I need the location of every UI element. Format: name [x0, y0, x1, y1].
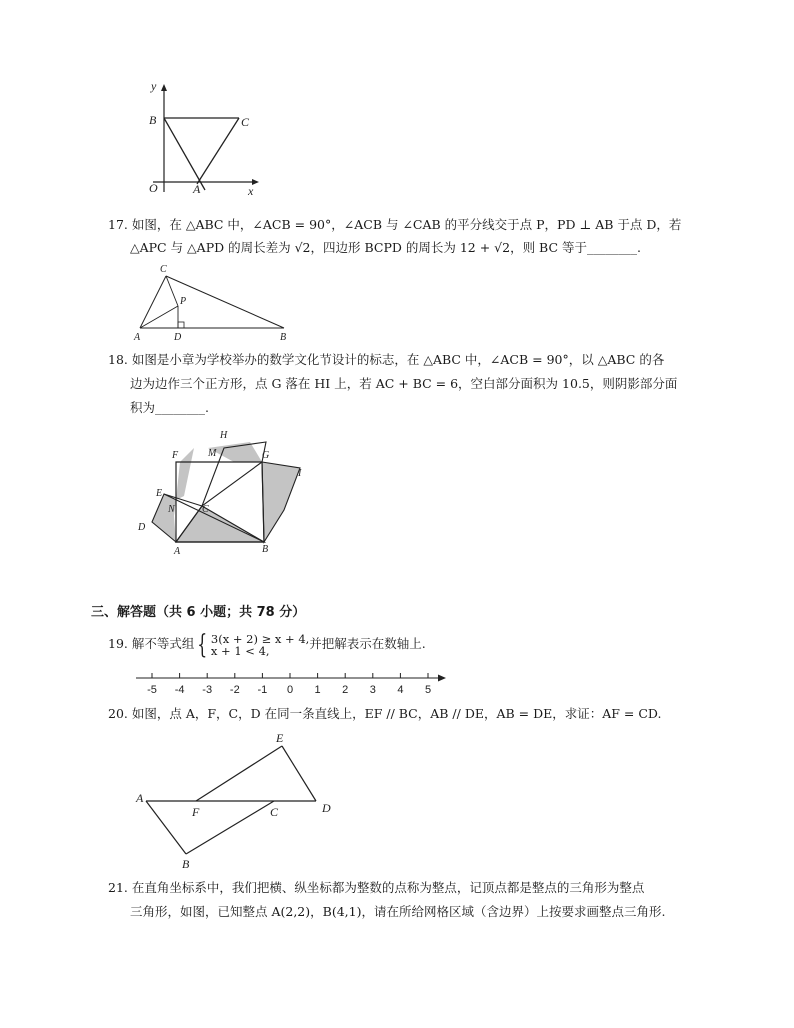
q18-label-h: H	[220, 430, 228, 441]
q19-ineq-2: x + 1 < 4,	[210, 643, 270, 658]
q19-tick-label: -4	[174, 684, 185, 696]
q21-text-line1: 21. 在直角坐标系中，我们把横、纵坐标都为整数的点称为整点，记顶点都是整点的三角形为整点	[108, 880, 645, 895]
q18-label-b: B	[262, 544, 269, 555]
q20-diagram	[130, 730, 350, 871]
q19-tick-label: 1	[314, 684, 321, 696]
q20-label-c: C	[270, 805, 279, 819]
q17-label-d: D	[174, 332, 182, 343]
q19-prefix: 19. 解不等式组	[108, 636, 195, 651]
q17-text-line1: 17. 如图，在 △ABC 中，∠ACB = 90°，∠ACB 与 ∠CAB 的平分线交于点 P，PD ⊥ AB 于点 D，若	[108, 217, 682, 232]
q19-tick-label: -2	[229, 684, 240, 696]
q20-label-d: D	[322, 801, 331, 815]
q19-brace: {	[197, 629, 208, 660]
q18-label-c: C	[202, 504, 209, 515]
q20-label-a: A	[136, 791, 144, 805]
q17-text-line2: △APC 与 △APD 的周长差为 √2，四边形 BCPD 的周长为 12 + √2，则 BC 等于________.	[130, 240, 641, 255]
q19-number-line	[134, 670, 454, 704]
q18-label-e: E	[156, 488, 163, 499]
q19-tick-label: 5	[424, 684, 432, 696]
q19-suffix: 并把解表示在数轴上.	[309, 636, 426, 651]
q19-ineq-1: 3(x + 2) ≥ x + 4,	[210, 631, 310, 646]
q20-text-line1: 20. 如图，点 A，F，C，D 在同一条直线上，EF // BC，AB // DE，AB = DE，求证：AF = CD.	[108, 706, 662, 721]
fig16-label-y: y	[151, 79, 157, 93]
fig16-label-a: A	[193, 182, 201, 196]
q18-label-f: F	[172, 450, 179, 461]
q20-label-f: F	[192, 805, 200, 819]
q19-system	[211, 633, 309, 657]
q20-label-b: B	[182, 857, 190, 871]
fig16-label-c: C	[241, 115, 250, 129]
fig16-label-x: x	[248, 184, 254, 198]
q18-text-line3: 积为________.	[130, 400, 209, 415]
fig16-label-b: B	[149, 113, 157, 127]
q18-text-line2: 边为边作三个正方形，点 G 落在 HI 上，若 AC + BC = 6，空白部分面积为 10.5，则阴影部分面	[130, 376, 678, 391]
q18-label-a: A	[174, 546, 181, 557]
q20-label-e: E	[276, 731, 284, 745]
q18-label-g: G	[262, 450, 270, 461]
fig16-diagram	[135, 80, 265, 200]
q19-tick-label: -3	[202, 684, 213, 696]
q18-diagram	[136, 428, 316, 558]
q19-tick-label: 2	[342, 684, 349, 696]
q19-tick-label: 4	[397, 684, 404, 696]
q19-tick-label: 3	[369, 684, 376, 696]
q18-label-m: M	[208, 448, 217, 459]
q18-label-i: I	[298, 468, 302, 479]
fig16-label-o: O	[149, 181, 158, 195]
q19-text	[108, 630, 426, 658]
q18-label-d: D	[138, 522, 146, 533]
section-3-title: 三、解答题（共 6 小题；共 78 分）	[91, 605, 306, 620]
q19-tick-label: 0	[286, 684, 294, 696]
q21-text-line2: 三角形，如图，已知整点 A(2,2)，B(4,1)，请在所给网格区域（含边界）上按要求画整点三角形.	[130, 904, 666, 919]
q18-text-line1: 18. 如图是小章为学校举办的数学文化节设计的标志，在 △ABC 中，∠ACB = 90°，以 △ABC 的各	[108, 352, 665, 367]
q17-diagram	[132, 262, 292, 344]
q17-label-a: A	[134, 332, 141, 343]
q17-label-b: B	[280, 332, 287, 343]
q18-label-n: N	[168, 504, 175, 515]
q17-label-c: C	[160, 264, 167, 275]
q19-tick-label: -1	[257, 684, 268, 696]
q19-tick-label: -5	[147, 684, 157, 696]
q17-label-p: P	[180, 296, 187, 307]
